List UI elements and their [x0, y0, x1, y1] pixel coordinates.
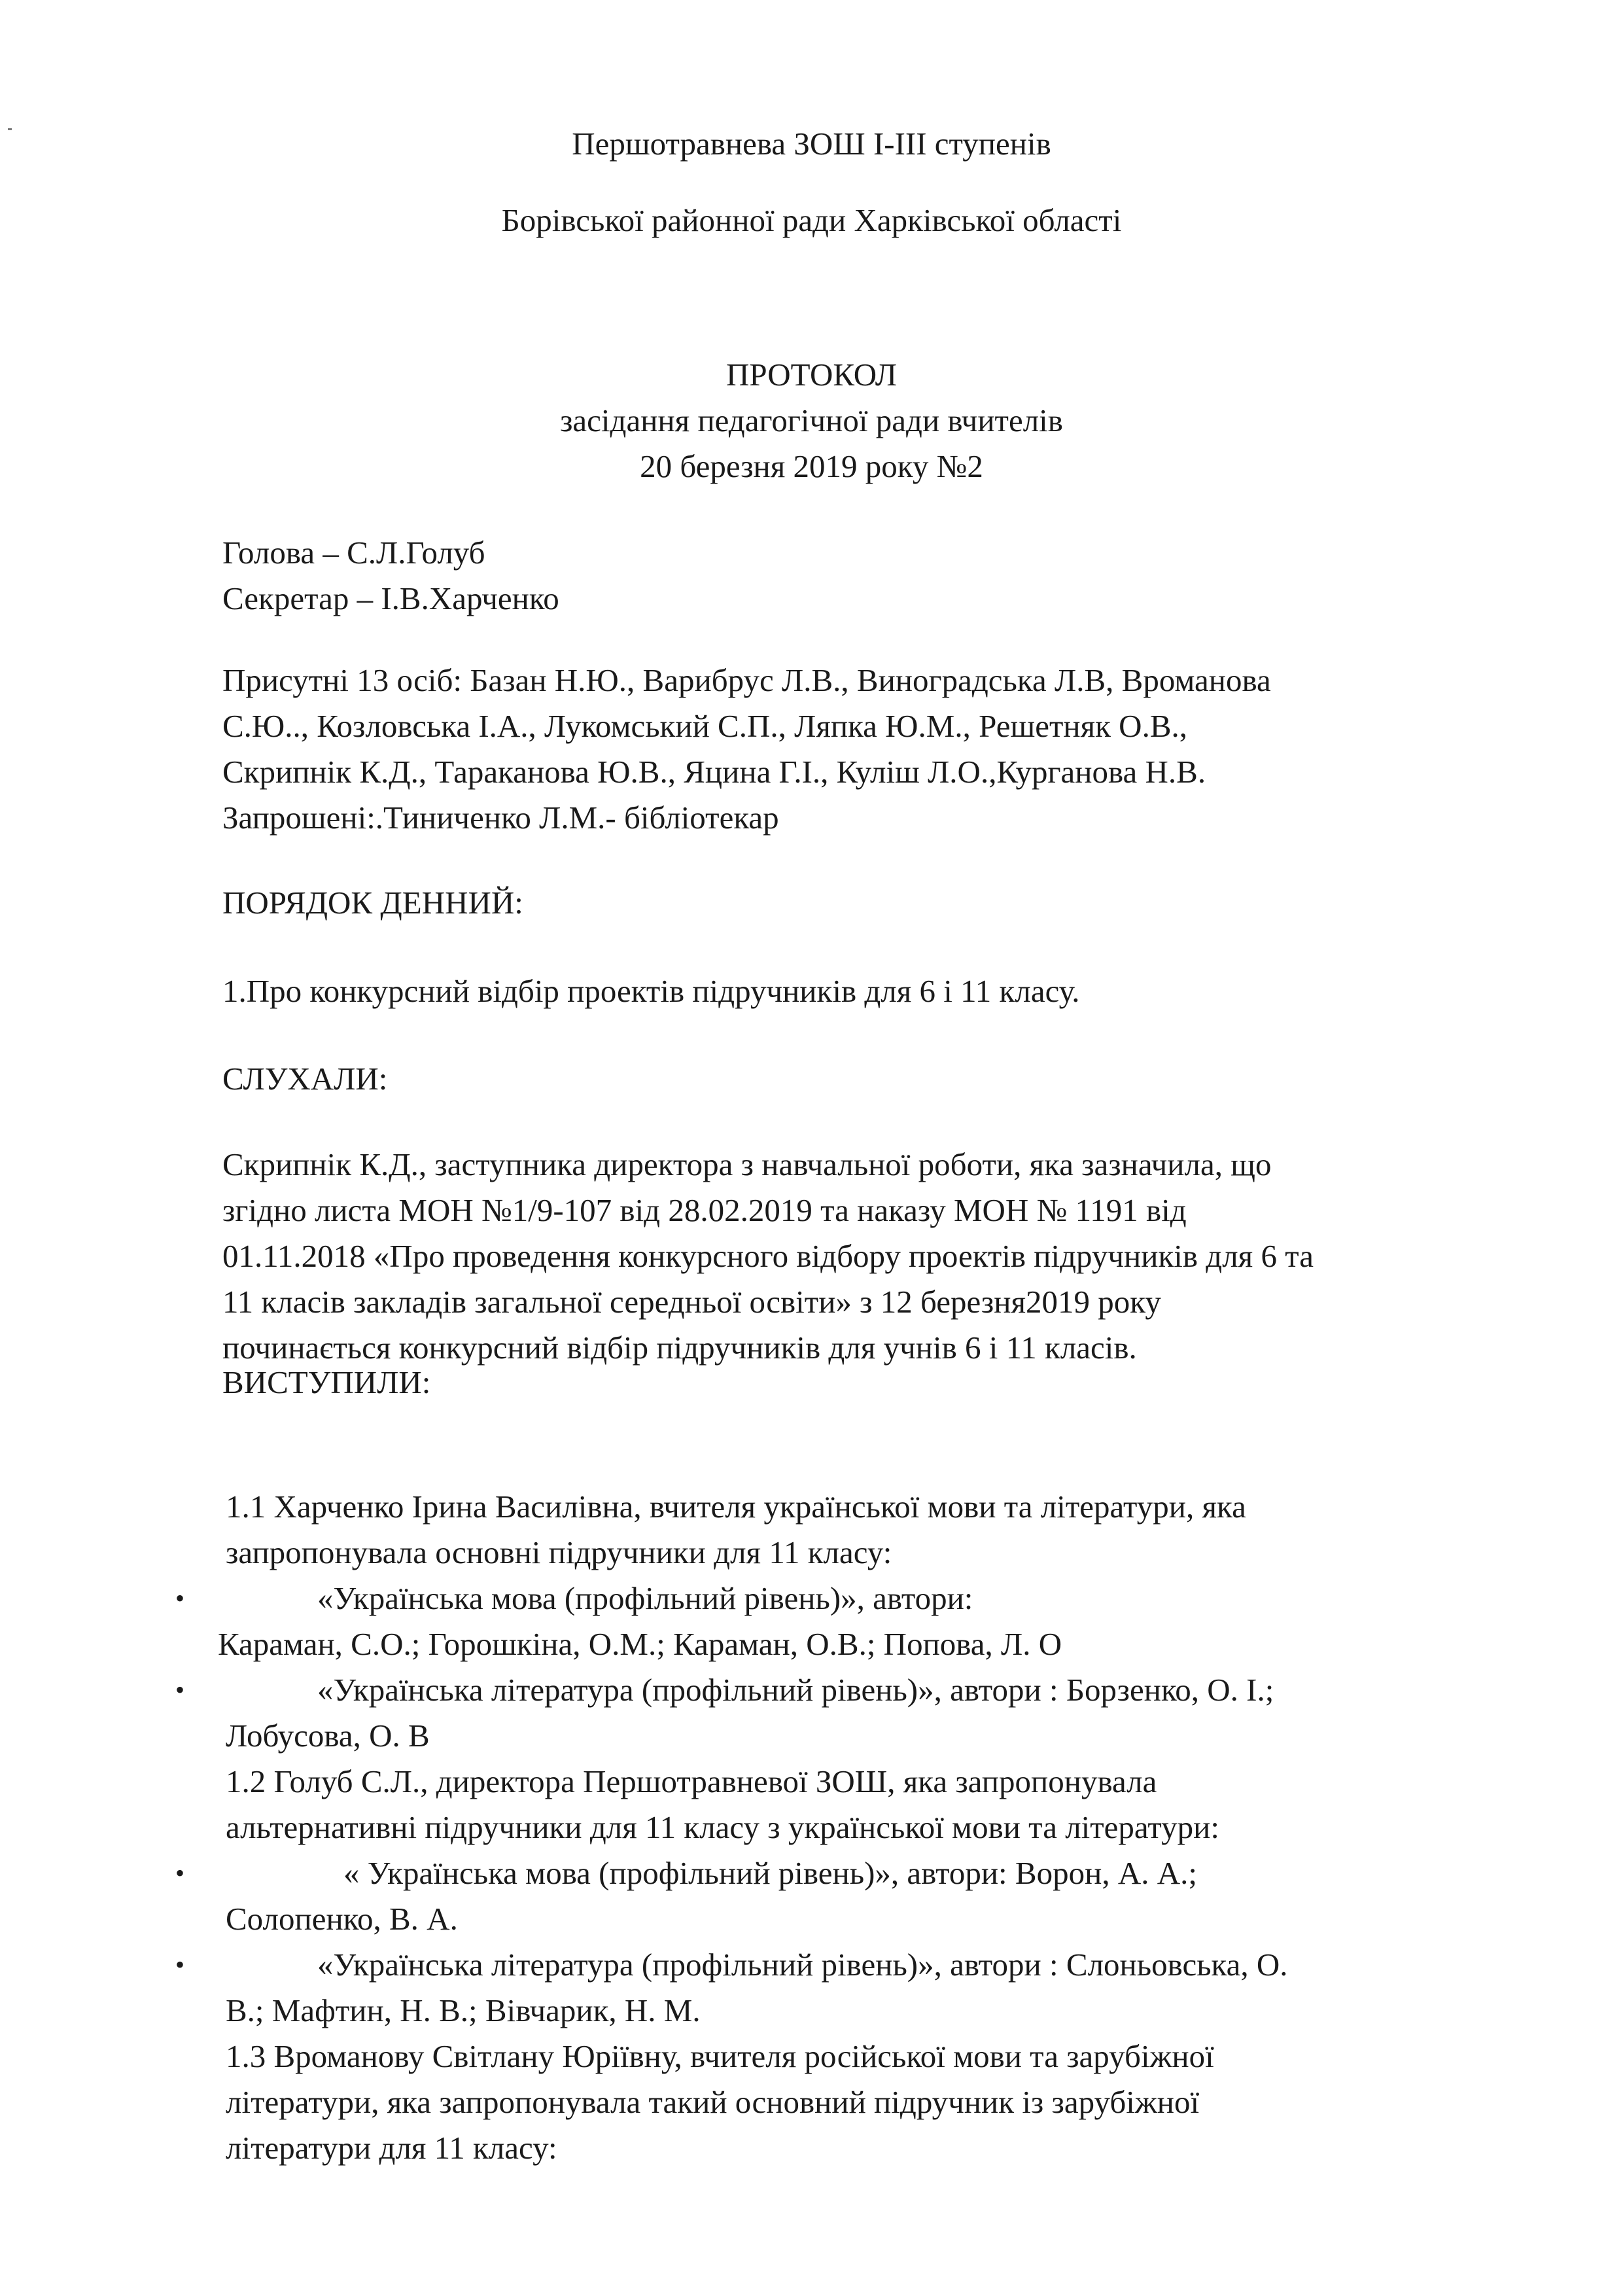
speech-1-2	[226, 1759, 1554, 1850]
speech-line: альтернативні підручники для 11 класу з української мови та літератури:	[226, 1809, 1219, 1845]
textbook-authors: Лобусова, О. В	[226, 1718, 430, 1754]
agenda-heading: ПОРЯДОК ДЕННИЙ:	[222, 885, 523, 921]
invited-line: Запрошені:.Тиниченко Л.М.- бібліотекар	[222, 800, 779, 836]
bullet-icon: •	[175, 1950, 185, 1979]
document-title: ПРОТОКОЛ	[726, 357, 897, 393]
council-name: Борівської районної ради Харківської області	[501, 202, 1122, 238]
bullet-icon: •	[175, 1858, 185, 1888]
document-subtitle: засідання педагогічної ради вчителів	[560, 402, 1063, 438]
speech-line: 1.2 Голуб С.Л., директора Першотравневої ЗОШ, яка запропонувала	[226, 1763, 1157, 1799]
heard-line: 11 класів закладів загальної середньої освіти» з 12 березня2019 року	[222, 1284, 1161, 1320]
textbook-authors: Караман, С.О.; Горошкіна, О.М.; Караман, О.В.; Попова, Л. О	[218, 1626, 1062, 1662]
heard-line: 01.11.2018 «Про проведення конкурсного відбору проектів підручників для 6 та	[222, 1238, 1314, 1274]
speech-line: 1.3 Вроманову Світлану Юріївну, вчителя російської мови та зарубіжної	[226, 2038, 1214, 2074]
speech-1-1	[226, 1484, 1554, 1576]
speech-line: літератури для 11 класу:	[226, 2130, 557, 2166]
textbook-title: «Українська література (профільний рівень)», автори : Слоньовська, О.	[317, 1947, 1288, 1983]
speech-1-3	[226, 2034, 1554, 2171]
document-date: 20 березня 2019 року №2	[640, 448, 983, 484]
textbook-title: « Українська мова (профільний рівень)», автори: Ворон, А. А.;	[343, 1855, 1197, 1891]
heard-line: починається конкурсний відбір підручників для учнів 6 і 11 класів.	[222, 1330, 1137, 1366]
textbook-authors: В.; Мафтин, Н. В.; Вівчарик, Н. М.	[226, 1992, 701, 2028]
speech-line: запропонувала основні підручники для 11 класу:	[226, 1534, 892, 1570]
secretary-line: Секретар – І.В.Харченко	[222, 580, 559, 616]
attendees-line: Присутні 13 осіб: Базан Н.Ю., Варибрус Л.В., Виноградська Л.В, Вроманова	[222, 662, 1271, 698]
textbook-authors: Солопенко, В. А.	[226, 1901, 458, 1937]
heard-line: Скрипнік К.Д., заступника директора з навчальної роботи, яка зазначила, що	[222, 1146, 1272, 1182]
agenda-item: 1.Про конкурсний відбір проектів підручників для 6 і 11 класу.	[222, 973, 1080, 1009]
school-name: Першотравнева ЗОШ І-ІІІ ступенів	[572, 126, 1051, 162]
textbook-title: «Українська мова (профільний рівень)», автори:	[317, 1580, 973, 1616]
officials-block	[222, 530, 1550, 622]
bullet-icon: •	[175, 1675, 185, 1704]
attendees-line: Скрипнік К.Д., Тараканова Ю.В., Яцина Г.І., Куліш Л.О.,Курганова Н.В.	[222, 754, 1206, 790]
speech-line: 1.1 Харченко Ірина Василівна, вчителя української мови та літератури, яка	[226, 1489, 1246, 1525]
textbook-title: «Українська література (профільний рівень)», автори : Борзенко, О. І.;	[317, 1672, 1274, 1708]
spoke-heading: ВИСТУПИЛИ:	[222, 1364, 431, 1400]
speech-line: літератури, яка запропонувала такий основний підручник із зарубіжної	[226, 2084, 1200, 2120]
heard-heading: СЛУХАЛИ:	[222, 1061, 388, 1097]
attendees-line: С.Ю.., Козловська І.А., Лукомський С.П., Ляпка Ю.М., Решетняк О.В.,	[222, 708, 1188, 744]
heard-line: згідно листа МОН №1/9-107 від 28.02.2019 та наказу МОН № 1191 від	[222, 1192, 1187, 1228]
chair-line: Голова – С.Л.Голуб	[222, 535, 485, 571]
attendees-block	[222, 658, 1550, 841]
bullet-icon: •	[175, 1583, 185, 1613]
heard-paragraph	[222, 1142, 1550, 1371]
